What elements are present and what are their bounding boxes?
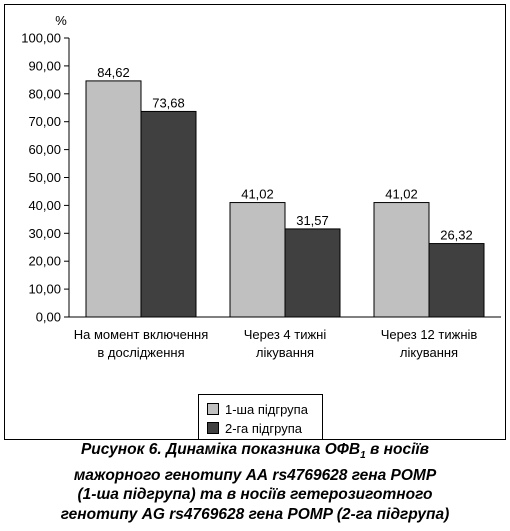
x-category-label: лікування bbox=[255, 345, 315, 360]
y-tick-label: 20,00 bbox=[28, 253, 61, 269]
y-tick-label: 0,00 bbox=[35, 309, 61, 325]
caption-line-1 bbox=[4, 440, 506, 466]
y-tick-label: 30,00 bbox=[28, 225, 61, 241]
caption-line-3: (1-ша підгрупа) та в носіїв гетерозиготного bbox=[77, 486, 433, 504]
x-category-label: в дослідження bbox=[97, 345, 185, 360]
y-tick-label: 100,00 bbox=[21, 30, 61, 46]
bar-chart bbox=[5, 5, 505, 439]
legend-label-series-2: 2-га підгрупа bbox=[225, 420, 302, 436]
x-category-label: лікування bbox=[399, 345, 459, 360]
caption-subscript: 1 bbox=[360, 450, 366, 462]
y-tick-label: 80,00 bbox=[28, 86, 61, 102]
legend-item-series-1 bbox=[207, 401, 308, 417]
legend-swatch-series-2 bbox=[207, 422, 219, 434]
data-label: 84,62 bbox=[97, 64, 130, 80]
caption-line-2: мажорного генотипу АА rs4769628 гена POMP bbox=[73, 466, 437, 484]
x-category-label: На момент включення bbox=[73, 327, 209, 342]
legend-swatch-series-1 bbox=[207, 403, 219, 415]
caption-line-1-tail: в носіїв bbox=[365, 441, 430, 458]
y-tick-label: 90,00 bbox=[28, 58, 61, 74]
caption-line-1-text: Рисунок 6. Динаміка показника ОФВ bbox=[80, 441, 361, 458]
y-unit-label: % bbox=[55, 13, 67, 28]
data-label: 31,57 bbox=[296, 212, 329, 228]
data-label: 41,02 bbox=[385, 186, 418, 202]
y-tick-label: 50,00 bbox=[28, 170, 61, 185]
y-tick-label: 70,00 bbox=[28, 114, 61, 130]
x-category-label: Через 4 тижні bbox=[243, 327, 327, 342]
legend-item-series-2 bbox=[207, 420, 302, 436]
x-category-label: Через 12 тижнів bbox=[380, 327, 478, 342]
data-label: 41,02 bbox=[241, 186, 274, 202]
bar-series-2 bbox=[429, 244, 484, 317]
bar-series-1 bbox=[374, 203, 429, 317]
y-tick-label: 60,00 bbox=[28, 142, 61, 158]
bar-series-2 bbox=[285, 229, 340, 317]
caption-line-4: генотипу AG rs4769628 гена POMP (2-га підгрупа) bbox=[60, 505, 450, 523]
legend bbox=[198, 394, 323, 440]
chart-frame bbox=[4, 4, 506, 440]
y-tick-label: 40,00 bbox=[28, 197, 61, 213]
bar-series-1 bbox=[230, 203, 285, 317]
data-label: 26,32 bbox=[440, 227, 473, 243]
bar-series-2 bbox=[141, 111, 196, 317]
legend-label-series-1: 1-ша підгрупа bbox=[225, 401, 308, 417]
y-tick-label: 10,00 bbox=[28, 281, 61, 297]
bar-series-1 bbox=[86, 81, 141, 317]
data-label: 73,68 bbox=[152, 95, 185, 111]
figure-caption bbox=[4, 440, 506, 524]
